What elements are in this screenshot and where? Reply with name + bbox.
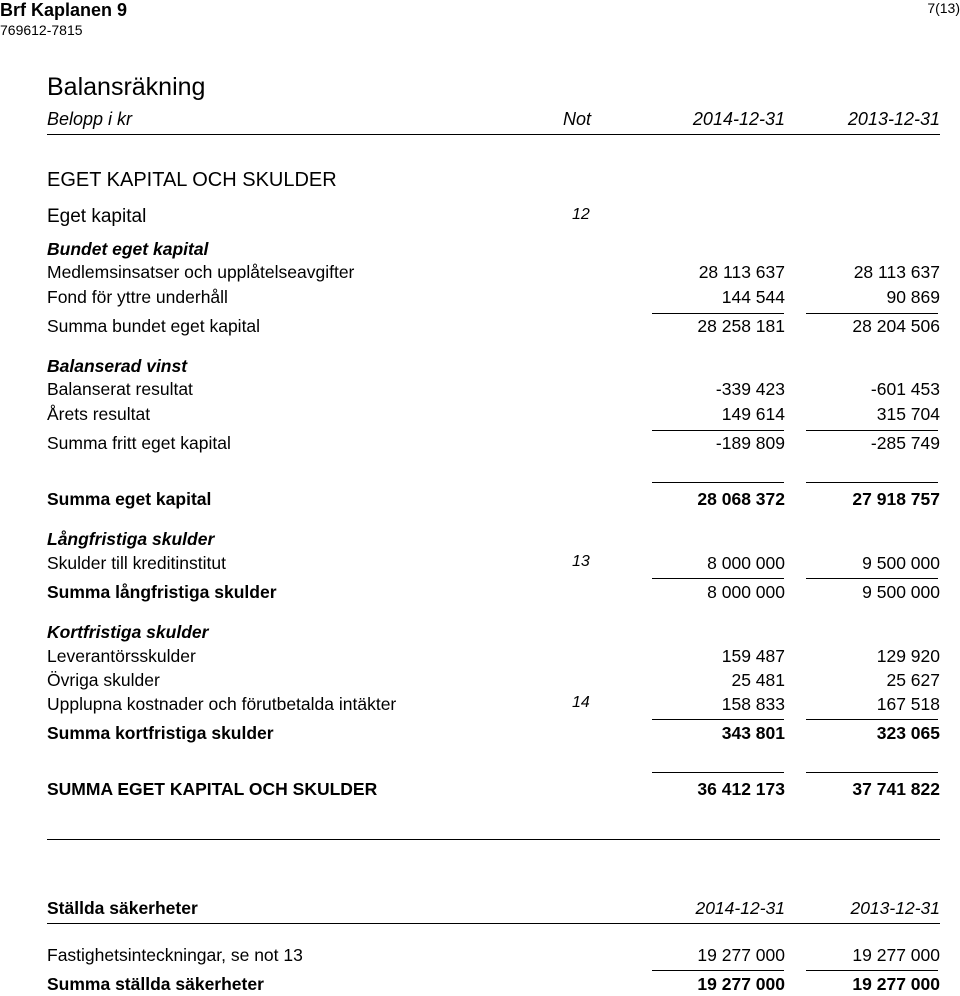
table-row xyxy=(0,553,960,575)
amount-column-header: Belopp i kr xyxy=(47,109,133,129)
table-row xyxy=(0,262,960,284)
row-value-2013: 25 627 xyxy=(886,670,940,690)
row-value-2014: 158 833 xyxy=(721,694,785,714)
table-row xyxy=(0,379,960,401)
row-value-2014: 8 000 000 xyxy=(707,582,785,602)
row-label: Årets resultat xyxy=(47,404,151,424)
row-label: SUMMA EGET KAPITAL OCH SKULDER xyxy=(47,779,378,799)
sum-rule xyxy=(806,719,938,720)
shortterm-liabilities-heading: Kortfristiga skulder xyxy=(47,622,209,642)
row-value-2013: 167 518 xyxy=(876,694,940,714)
row-value-2013: 90 869 xyxy=(886,287,940,307)
longterm-liabilities-heading: Långfristiga skulder xyxy=(47,529,215,549)
row-label: Summa eget kapital xyxy=(47,489,212,509)
row-value-2014: 19 277 000 xyxy=(697,945,785,965)
row-value-2013: -601 453 xyxy=(870,379,940,399)
table-row xyxy=(0,670,960,692)
row-value-2013: 37 741 822 xyxy=(852,779,940,799)
sum-rule xyxy=(652,482,784,483)
row-value-2014: 36 412 173 xyxy=(697,779,785,799)
row-value-2014: 8 000 000 xyxy=(707,553,785,573)
sum-rule xyxy=(652,719,784,720)
year2-column-header: 2013-12-31 xyxy=(847,109,940,129)
row-value-2014: 28 113 637 xyxy=(698,262,785,282)
sum-rule xyxy=(652,970,784,971)
equity-note: 12 xyxy=(572,206,590,223)
row-value-2014: 149 614 xyxy=(721,404,785,424)
sum-rule xyxy=(652,430,784,431)
section-divider xyxy=(47,839,940,840)
restricted-equity-heading: Bundet eget kapital xyxy=(47,239,209,259)
table-row xyxy=(0,945,960,967)
row-note: 13 xyxy=(572,553,590,570)
table-row xyxy=(0,316,960,338)
row-value-2014: 28 258 181 xyxy=(697,316,785,336)
sum-rule xyxy=(806,430,938,431)
row-value-2013: 315 704 xyxy=(876,404,940,424)
row-label: Summa kortfristiga skulder xyxy=(47,723,274,743)
table-row xyxy=(0,489,960,511)
row-label: Leverantörsskulder xyxy=(47,646,196,666)
sum-rule xyxy=(652,313,784,314)
table-row xyxy=(0,723,960,745)
page-title: Balansräkning xyxy=(47,73,206,101)
row-label: Medlemsinsatser och upplåtelseavgifter xyxy=(47,262,355,282)
row-value-2013: 19 277 000 xyxy=(852,945,940,965)
row-value-2014: 343 801 xyxy=(721,723,785,743)
row-label: Fastighetsinteckningar, se not 13 xyxy=(47,945,303,965)
pledged-heading: Ställda säkerheter xyxy=(47,898,198,918)
restricted-heading-row xyxy=(0,239,960,261)
table-row xyxy=(0,404,960,426)
row-label: Övriga skulder xyxy=(47,670,160,690)
pledged-header-row xyxy=(0,898,960,920)
row-value-2014: 19 277 000 xyxy=(697,974,785,994)
sum-rule xyxy=(652,578,784,579)
row-label: Fond för yttre underhåll xyxy=(47,287,228,307)
retained-heading-row xyxy=(0,356,960,378)
row-label: Summa långfristiga skulder xyxy=(47,582,277,602)
row-value-2013: 129 920 xyxy=(876,646,940,666)
note-column-header: Not xyxy=(563,109,592,129)
table-row xyxy=(0,974,960,996)
row-value-2013: 323 065 xyxy=(876,723,940,743)
sum-rule xyxy=(652,772,784,773)
table-row xyxy=(0,694,960,716)
header-rule xyxy=(47,134,940,135)
sum-rule xyxy=(806,578,938,579)
row-label: Upplupna kostnader och förutbetalda intäkter xyxy=(47,694,397,714)
pledged-header-rule xyxy=(47,923,940,924)
row-value-2014: -339 423 xyxy=(715,379,785,399)
row-label: Skulder till kreditinstitut xyxy=(47,553,226,573)
main-heading: EGET KAPITAL OCH SKULDER xyxy=(47,169,337,191)
sum-rule xyxy=(806,313,938,314)
row-value-2014: 25 481 xyxy=(731,670,785,690)
pledged-year2-header: 2013-12-31 xyxy=(850,898,940,918)
sum-rule xyxy=(806,970,938,971)
table-row xyxy=(0,779,960,801)
sum-rule xyxy=(806,772,938,773)
page-number: 7(13) xyxy=(927,0,960,16)
org-number: 769612-7815 xyxy=(0,22,83,38)
row-label: Summa fritt eget kapital xyxy=(47,433,231,453)
row-label: Summa bundet eget kapital xyxy=(47,316,261,336)
year1-column-header: 2014-12-31 xyxy=(692,109,785,129)
row-value-2013: 9 500 000 xyxy=(862,582,940,602)
table-row xyxy=(0,582,960,604)
row-value-2013: 28 113 637 xyxy=(853,262,940,282)
row-value-2013: 19 277 000 xyxy=(852,974,940,994)
table-row xyxy=(0,646,960,668)
row-value-2013: -285 749 xyxy=(870,433,940,453)
row-value-2014: 28 068 372 xyxy=(697,489,785,509)
row-label: Summa ställda säkerheter xyxy=(47,974,264,994)
row-label: Balanserat resultat xyxy=(47,379,193,399)
row-value-2014: 159 487 xyxy=(721,646,785,666)
row-value-2013: 27 918 757 xyxy=(852,489,940,509)
retained-earnings-heading: Balanserad vinst xyxy=(47,356,188,376)
row-value-2013: 9 500 000 xyxy=(862,553,940,573)
row-value-2014: -189 809 xyxy=(715,433,785,453)
row-value-2014: 144 544 xyxy=(721,287,785,307)
table-row xyxy=(0,433,960,455)
equity-heading-row xyxy=(0,206,960,228)
shortterm-heading-row xyxy=(0,622,960,644)
longterm-heading-row xyxy=(0,529,960,551)
table-row xyxy=(0,287,960,309)
row-value-2013: 28 204 506 xyxy=(852,316,940,336)
pledged-year1-header: 2014-12-31 xyxy=(695,898,785,918)
sum-rule xyxy=(806,482,938,483)
equity-heading: Eget kapital xyxy=(47,206,147,227)
company-name: Brf Kaplanen 9 xyxy=(0,0,128,20)
row-note: 14 xyxy=(572,694,590,711)
